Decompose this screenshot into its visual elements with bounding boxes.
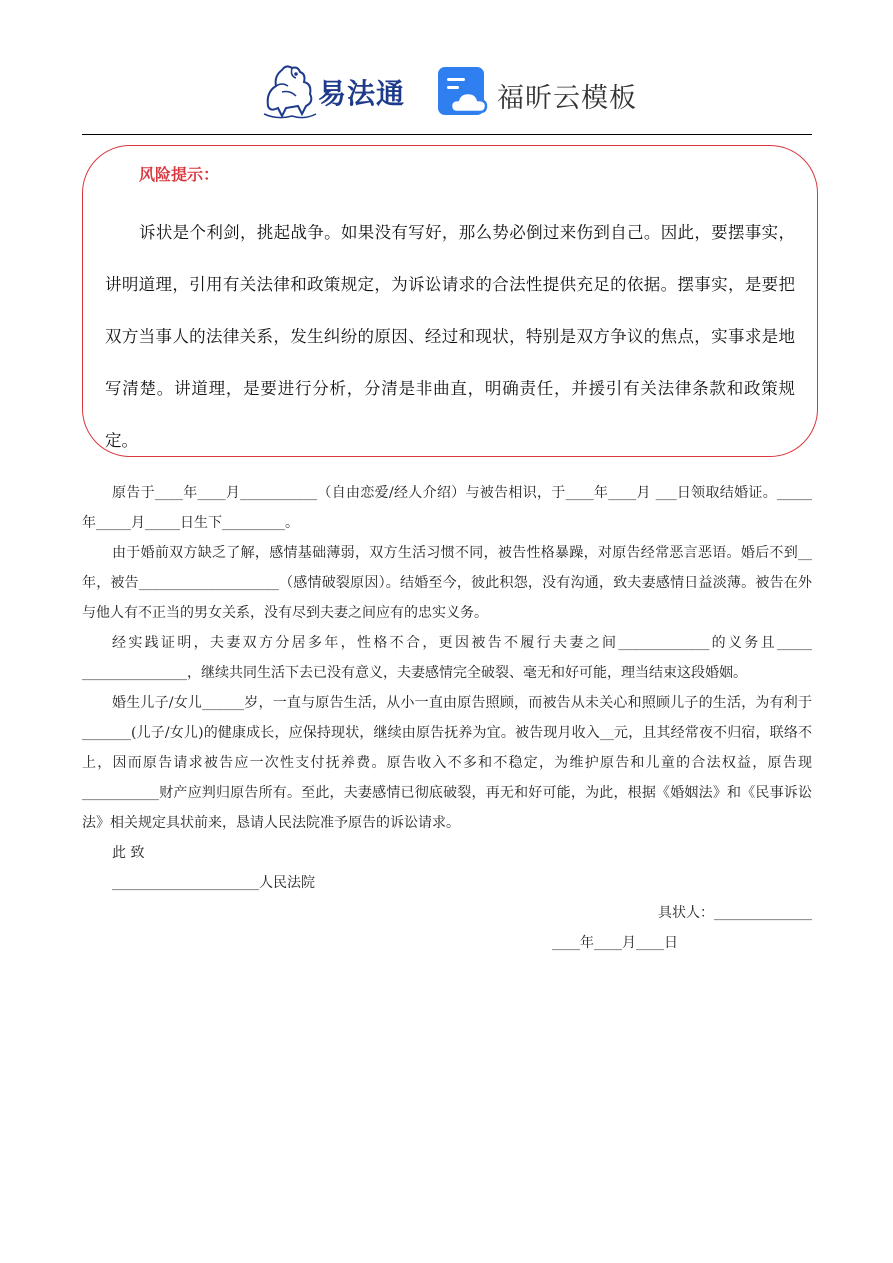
complaint-body — [82, 478, 812, 958]
logo2-name: 福昕云模板 — [497, 83, 637, 114]
paragraph-separation: 经实践证明，夫妻双方分居多年，性格不合，更因被告不履行夫妻之间_____________的义务且_____ _______________，继续共同生活下去已没有意义，夫妻感情完全破裂、毫无和好可能，理当结束这段婚姻。 — [82, 635, 812, 681]
header-divider — [82, 134, 812, 135]
signer-line: 具状人：______________ — [658, 905, 812, 921]
salutation: 此 致 — [112, 845, 145, 861]
logo1-name: 易法通 — [318, 77, 406, 110]
cloud-document-icon — [437, 66, 489, 118]
paragraph-child-custody: 婚生儿子/女儿______岁，一直与原告生活，从小一直由原告照顾，而被告从未关心和照顾儿子的生活，为有利于_______(儿子/女儿)的健康成长，应保持现状，继续由原告抚养为宜。被告现月收入__元，且其经常夜不归宿，联络不上，因而原告请求被告应一次性支付抚养费。原告收入不多和不稳定，为维护原告和儿童的合法权益，原告现___________财产应判归原告所有。至此，夫妻感情已彻底破裂，再无和好可能，为此，根据《婚姻法》和《民事诉讼法》相关规定具状前来，恳请人民法院准予原告的诉讼请求。 — [82, 695, 812, 831]
yifatong-logo — [262, 62, 412, 122]
foxit-template-logo — [437, 64, 647, 120]
risk-title: 风险提示： — [139, 165, 220, 184]
risk-warning-box — [82, 145, 818, 457]
header — [0, 58, 893, 124]
paragraph-marriage-info: 原告于____年____月___________（自由恋爱/经人介绍）与被告相识，于____年____月 ___日领取结婚证。_____年_____月_____日生下_________。 — [82, 485, 812, 531]
paragraph-relationship-breakdown: 由于婚前双方缺乏了解，感情基础薄弱，双方生活习惯不同，被告性格暴躁，对原告经常恶言恶语。婚后不到__年，被告____________________（感情破裂原因）。结婚至今，彼此积怨，没有沟通，致夫妻感情日益淡薄。被告在外与他人有不正当的男女关系，没有尽到夫妻之间应有的忠实义务。 — [82, 545, 812, 621]
court-line: _____________________人民法院 — [112, 875, 315, 891]
date-line: ____年____月____日 — [552, 935, 678, 951]
qilin-icon — [262, 62, 320, 122]
risk-body: 诉状是个利剑，挑起战争。如果没有写好，那么势必倒过来伤到自己。因此，要摆事实，讲明道理，引用有关法律和政策规定，为诉讼请求的合法性提供充足的依据。摆事实，是要把双方当事人的法律关系，发生纠纷的原因、经过和现状，特别是双方争议的焦点，实事求是地写清楚。讲道理，是要进行分析，分清是非曲直，明确责任，并援引有关法律条款和政策规定。 — [105, 223, 795, 450]
